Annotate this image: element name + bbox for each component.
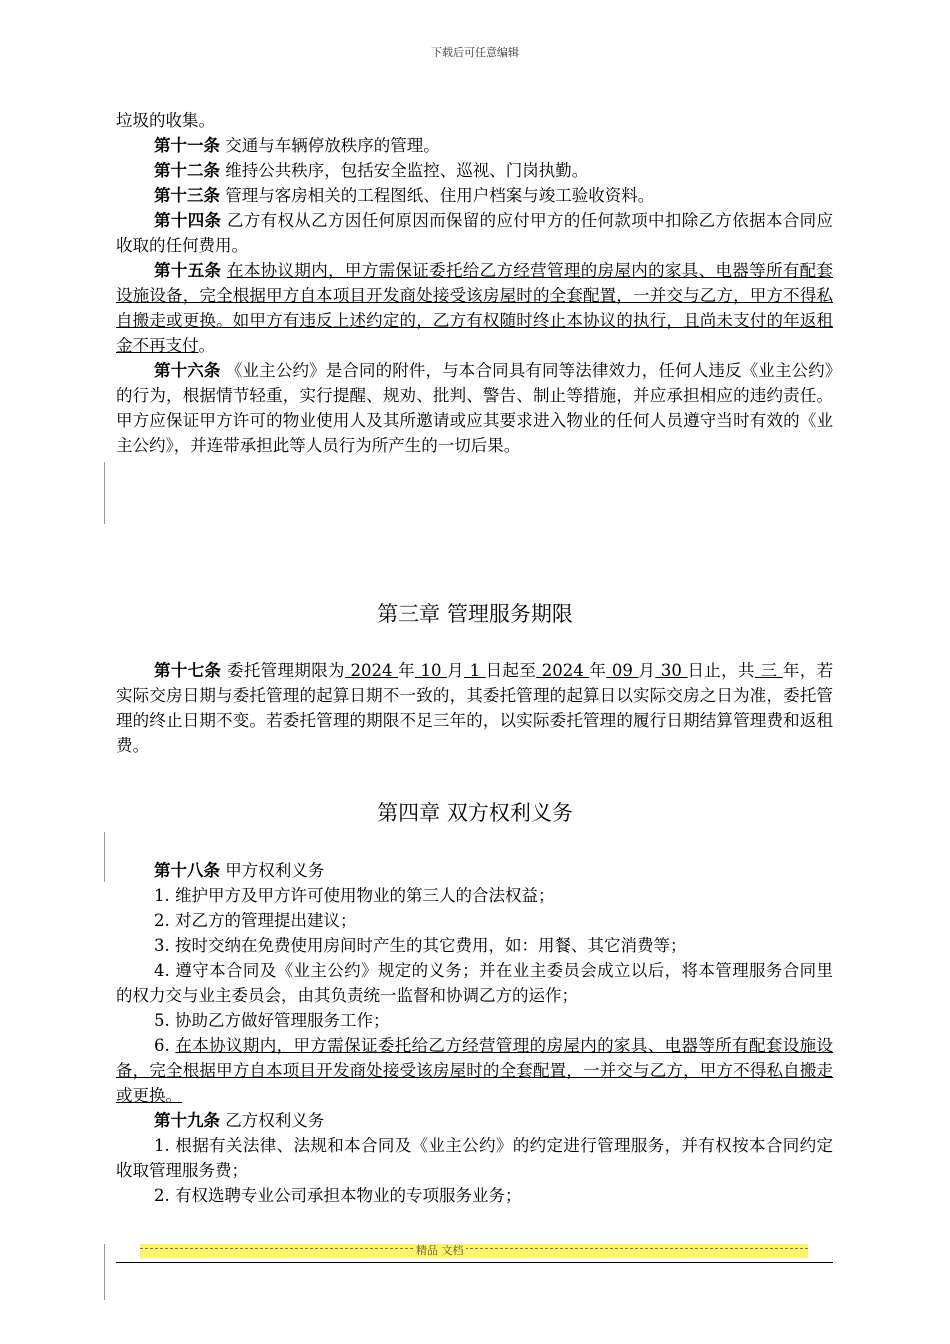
article-label: 第十三条: [154, 186, 220, 205]
article-label: 第十一条: [154, 136, 220, 155]
article-16: [116, 358, 833, 458]
end-month: 09: [606, 661, 639, 680]
chapter-3-body: [116, 658, 833, 758]
margin-marker: [104, 1244, 105, 1300]
article-text: 乙方有权从乙方因任何原因而保留的应付甲方的任何款项中扣除乙方依据本合同应收取的任何费用。: [116, 211, 833, 255]
end-year: 2024: [536, 661, 590, 680]
article-19-heading: 第十九条 乙方权利义务: [154, 1111, 325, 1130]
article-label: 第十六条: [154, 361, 221, 380]
article-13: [116, 183, 833, 208]
list-item: 2. 有权选聘专业公司承担本物业的专项服务业务；: [154, 1186, 522, 1205]
list-item: 5. 协助乙方做好管理服务工作；: [154, 1011, 390, 1030]
article-14: [116, 208, 833, 258]
document-body: [116, 108, 833, 458]
article-label: 第十九条: [154, 1111, 220, 1130]
page-header: 下载后可任意编辑: [431, 46, 519, 59]
footer-text: 精品 文档: [416, 1244, 464, 1257]
article-text: 《业主公约》是合同的附件，与本合同具有同等法律效力，任何人违反《业主公约》的行为，根据情节轻重，实行提醒、规劝、批判、警告、制止等措施，并应承担相应的违约责任。甲方应保证甲方许可的物业使用人及其所邀请或应其要求进入物业的任何人员遵守当时有效的《业主公约》，并连带承担此等人员行为所产生的一切后果。: [116, 361, 834, 455]
article-text: 交通与车辆停放秩序的管理。: [220, 136, 440, 155]
footer-rule: [116, 1262, 833, 1263]
underlined-clause: 在本协议期内，甲方需保证委托给乙方经营管理的房屋内的家具、电器等所有配套设施设备，完全根据甲方自本项目开发商处接受该房屋时的全套配置，一并交与乙方，甲方不得私自搬走或更换。如甲方有违反上述约定的，乙方有权随时终止本协议的执行，且尚未支付的年返租金不再支付: [116, 261, 833, 355]
article-11: [116, 133, 833, 158]
article-17: 第十七条 委托管理期限为 2024 年 10 月 1 日起至 2024 年 09 月 30 日止，共 三 年，若实际交房日期与委托管理的起算日期不一致的，其委托管理的起算日以实际交房之日为准，委托管理的终止日期不变。若委托管理的期限不足三年的，以实际委托管理的履行日期结算管理费和返租费。: [116, 661, 834, 755]
list-item: 3. 按时交纳在免费使用房间时产生的其它费用，如：用餐、其它消费等；: [154, 936, 687, 955]
article-label: 第十二条: [154, 161, 220, 180]
list-item: 2. 对乙方的管理提出建议；: [154, 911, 357, 930]
article-12: [116, 158, 833, 183]
footer-banner: [140, 1244, 808, 1258]
list-item: 1. 根据有关法律、法规和本合同及《业主公约》的约定进行管理服务，并有权按本合同约定收取管理服务费；: [116, 1136, 833, 1180]
article-15: 第十五条 在本协议期内，甲方需保证委托给乙方经营管理的房屋内的家具、电器等所有配套设施设备，完全根据甲方自本项目开发商处接受该房屋时的全套配置，一并交与乙方，甲方不得私自搬走或更换。如甲方有违反上述约定的，乙方有权随时终止本协议的执行，且尚未支付的年返租金不再支付。: [116, 261, 833, 355]
chapter-3-title: 第三章 管理服务期限: [377, 602, 573, 626]
start-day: 1: [463, 661, 486, 680]
underlined-clause: 在本协议期内，甲方需保证委托给乙方经营管理的房屋内的家具、电器等所有配套设施设备，完全根据甲方自本项目开发商处接受该房屋时的全套配置，一并交与乙方，甲方不得私自搬走或更换。: [116, 1036, 833, 1105]
article-label: 第十七条: [154, 661, 222, 680]
article-label: 第十四条: [154, 211, 222, 230]
article-label: 第十八条: [154, 861, 220, 880]
start-year: 2024: [344, 661, 399, 680]
chapter-4-title: 第四章 双方权利义务: [377, 801, 573, 825]
article-label: 第十五条: [154, 261, 222, 280]
start-month: 10: [414, 661, 448, 680]
chapter-4-body: [116, 858, 833, 1208]
list-item: 1. 维护甲方及甲方许可使用物业的第三人的合法权益；: [154, 886, 555, 905]
article-text: 管理与客房相关的工程图纸、住用户档案与竣工验收资料。: [220, 186, 655, 205]
paragraph: 垃圾的收集。: [116, 111, 215, 130]
term-years: 三: [754, 661, 783, 680]
margin-marker: [104, 832, 105, 882]
list-item: 4. 遵守本合同及《业主公约》规定的义务；并在业主委员会成立以后，将本管理服务合同里的权力交与业主委员会，由其负责统一监督和协调乙方的运作；: [116, 961, 833, 1005]
footer-dashes: [140, 1248, 808, 1249]
article-text: 维持公共秩序，包括安全监控、巡视、门岗执勤。: [220, 161, 589, 180]
margin-marker: [104, 462, 105, 524]
list-item: 6. 在本协议期内，甲方需保证委托给乙方经营管理的房屋内的家具、电器等所有配套设施设备，完全根据甲方自本项目开发商处接受该房屋时的全套配置，一并交与乙方，甲方不得私自搬走或更换。: [116, 1036, 833, 1105]
article-18-heading: 第十八条 甲方权利义务: [154, 861, 325, 880]
end-day: 30: [655, 661, 688, 680]
